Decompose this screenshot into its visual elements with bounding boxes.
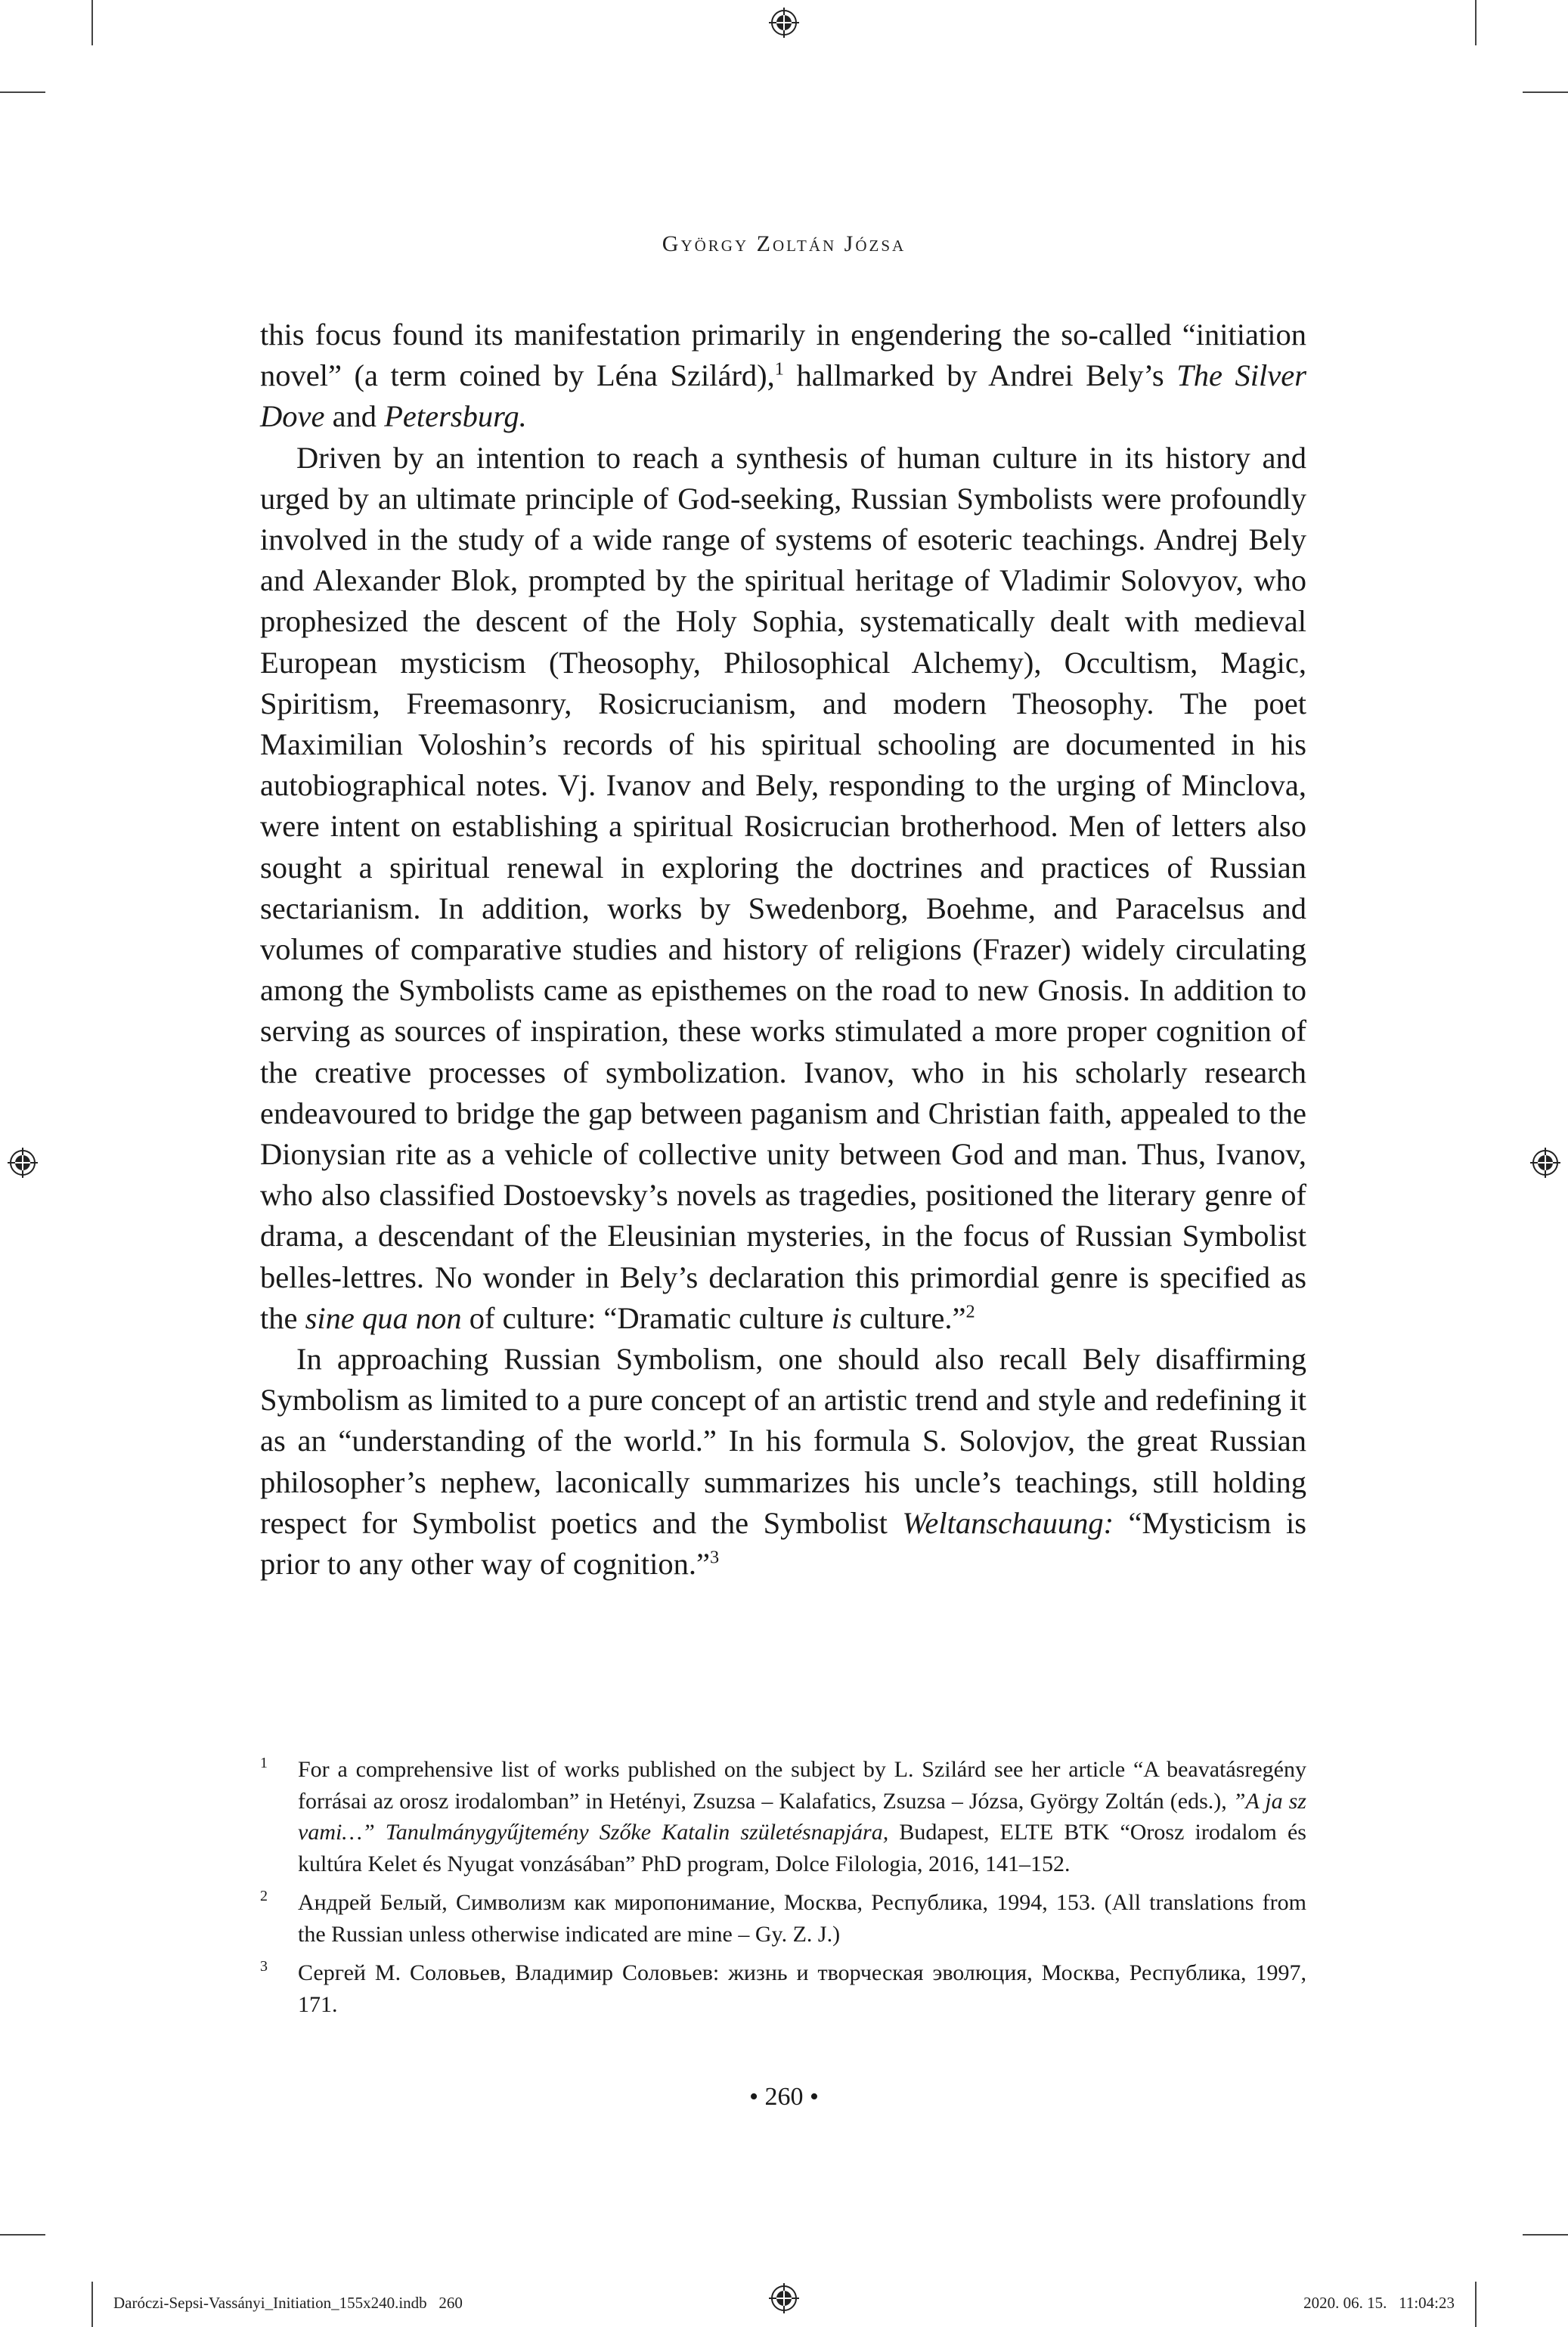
crop-mark: [1523, 91, 1568, 93]
footnote-number: 1: [260, 1755, 268, 1771]
paragraph: Driven by an intention to reach a synthesis of human culture in its history and urged by an ultimate principle of God-seeking, Russian Symbolists were profoundly involved in the study of a wide range of systems of esoteric teachings. Andrej Bely and Alexander Blok, prompted by the spiritual heritage of Vladimir Solovyov, who prophesized the descent of the Holy Sophia, systematically dealt with medieval European mysticism (Theosophy, Philosophical Alchemy), Occultism, Magic, Spiritism, Freemasonry, Rosicrucianism, and modern Theosophy. The poet Maximilian Voloshin’s records of his spiritual schooling are documented in his autobiographical notes. Vj. Ivanov and Bely, responding to the urging of Minclova, were intent on establishing a spiritual Rosicrucian brotherhood. Men of letters also sought a spiritual renewal in exploring the doctrines and practices of Russian sectarianism. In addition, works by Swedenborg, Boehme, and Paracelsus and volumes of comparative studies and history of religions (Frazer) widely circulating among the Symbolists came as episthemes on the road to new Gnosis. In addition to serving as sources of inspiration, these works stimulated a more proper cognition of the creative processes of symbolization. Ivanov, who in his scholarly research endeavoured to bridge the gap between paganism and Christian faith, appealed to the Dionysian rite as a vehicle of collective unity between God and man. Thus, Ivanov, who also classified Dostoevsky’s novels as tragedies, positioned the literary genre of drama, a descendant of the Eleusinian mysteries, in the focus of Russian Symbolist belles-lettres. No wonder in Bely’s declaration this primordial genre is specified as the sine qua non of culture: “Dramatic culture is culture.”$^2$: [260, 440, 1306, 1335]
body-text: [260, 315, 1306, 1585]
crop-mark: [1475, 0, 1477, 45]
crop-mark: [1475, 2282, 1477, 2327]
paragraph: In approaching Russian Symbolism, one should also recall Bely disaffirming Symbolism as limited to a pure concept of an artistic trend and style and redefining it as an “understanding of the world.” In his formula S. Solovjov, the great Russian philosopher’s nephew, laconically summarizes his uncle’s teachings, still holding respect for Symbolist poetics and the Symbolist Weltanschauung: “Mysticism is prior to any other way of cognition.”$^3$: [260, 1342, 1306, 1582]
paragraph: this focus found its manifestation primarily in engendering the so-called “initiation novel” (a term coined by Léna Szilárd),$^1$ hallmarked by Andrei Bely’s The Silver Dove and Petersburg.: [260, 318, 1307, 434]
footnotes: [260, 1754, 1306, 2028]
footnote: 2 Андрей Белый, Символизм как миропонимание, Москва, Республика, 1994, 153. (All translations from the Russian unless otherwise indicated are mine – Gy. Z. J.): [260, 1887, 1306, 1950]
crop-mark: [91, 0, 93, 45]
crop-mark: [0, 2234, 45, 2236]
crop-mark: [0, 91, 45, 93]
footnote-ref[interactable]: 3: [709, 1547, 720, 1568]
footnote-number: 3: [260, 1958, 268, 1975]
registration-mark-icon: [769, 2283, 799, 2313]
registration-mark-icon: [769, 8, 799, 38]
slug-timestamp: 2020. 06. 15. 11:04:23: [1303, 2294, 1455, 2312]
footnote-ref[interactable]: 1: [774, 358, 784, 380]
footnote-number: 2: [260, 1888, 268, 1904]
footnote: 1 For a comprehensive list of works published on the subject by L. Szilárd see her article “A beavatásregény forrásai az orosz irodalomban” in Hetényi, Zsuzsa – Kalafatics, Zsuzsa – Józsa, György Zoltán (eds.), ”A ja sz vami…” Tanulmánygyűjtemény Szőke Katalin születésnapjára, Budapest, ELTE BTK “Orosz irodalom és kultúra Kelet és Nyugat vonzásában” PhD program, Dolce Filologia, 2016, 141–152.: [260, 1754, 1306, 1879]
registration-mark-icon: [8, 1148, 38, 1178]
slug-filename: Daróczi-Sepsi-Vassányi_Initiation_155x240.indb 260: [113, 2294, 463, 2312]
page-number: • 260 •: [749, 2083, 819, 2111]
registration-mark-icon: [1530, 1148, 1560, 1178]
crop-mark: [1523, 2234, 1568, 2236]
crop-mark: [91, 2282, 93, 2327]
running-head: György Zoltán Józsa: [662, 231, 906, 256]
footnote-ref[interactable]: 2: [965, 1301, 975, 1322]
footnote: 3 Сергей М. Соловьев, Владимир Соловьев: жизнь и творческая эволюция, Москва, Республика, 1997, 171.: [260, 1957, 1306, 2020]
